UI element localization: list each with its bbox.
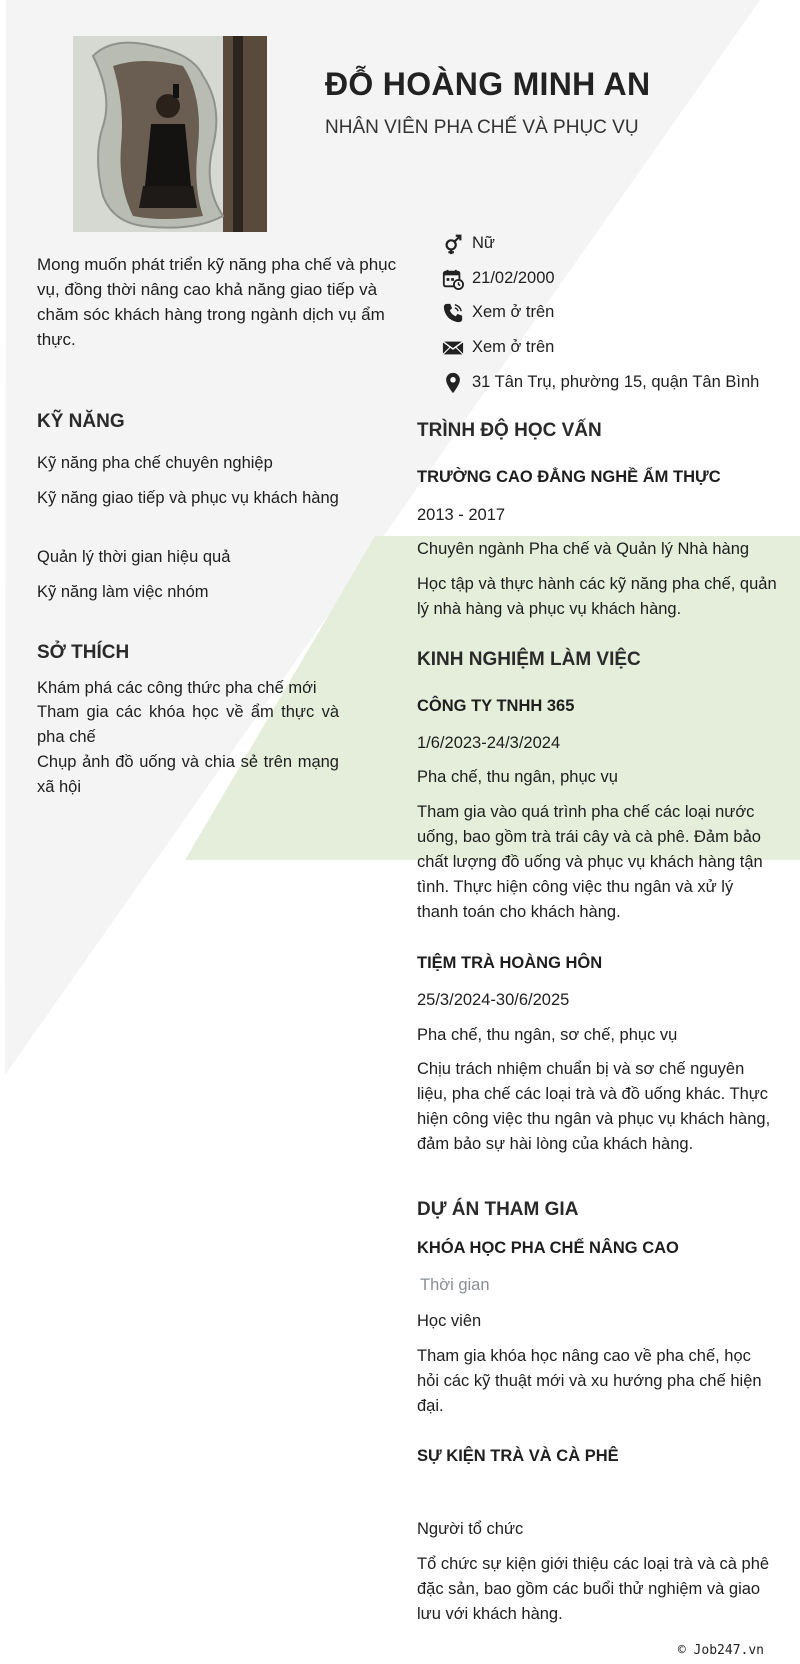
project-role: Người tổ chức [417,1520,524,1538]
skill-item: Kỹ năng làm việc nhóm [37,583,209,601]
project-description: Tổ chức sự kiện giới thiệu các loại trà và cà phê đặc sản, bao gồm các buổi thử nghiệm và giao lưu với khách hàng. [417,1555,770,1623]
contact-birthdate [472,266,762,290]
skill-item: Kỹ năng pha chế chuyên nghiệp [37,454,273,472]
candidate-name: ĐỖ HOÀNG MINH AN [325,66,651,102]
calendar-icon [442,268,464,290]
skills-heading: KỸ NĂNG [37,411,125,432]
job-period: 25/3/2024-30/6/2025 [417,991,570,1009]
project-role: Học viên [417,1312,482,1330]
job-role: Pha chế, thu ngân, phục vụ [417,768,618,786]
job-title: NHÂN VIÊN PHA CHẾ VÀ PHỤC VỤ [325,117,639,138]
email-value: Xem ở trên [472,338,555,356]
gender-value: Nữ [472,234,495,252]
experience-heading: KINH NGHIỆM LÀM VIỆC [417,649,641,670]
phone-value: Xem ở trên [472,303,555,321]
hobby-item: Khám phá các công thức pha chế mới [37,679,317,697]
job-description: Chịu trách nhiệm chuẩn bị và sơ chế nguyên liệu, pha chế các loại trà và đồ uống khác. Thực hiện công việc thu ngân và phục vụ khách hàng, đảm bảo sự hài lòng của khách hàng. [417,1060,771,1153]
contact-email [472,335,762,359]
education-description: Học tập và thực hành các kỹ năng pha chế, quản lý nhà hàng và phục vụ khách hàng. [417,575,777,618]
project-name: SỰ KIỆN TRÀ VÀ CÀ PHÊ [417,1447,619,1465]
hobby-item: Chụp ảnh đồ uống và chia sẻ trên mạng xã hội [37,753,339,796]
contact-gender [472,231,762,255]
company-name: TIỆM TRÀ HOÀNG HÔN [417,954,603,972]
project-description: Tham gia khóa học nâng cao về pha chế, học hỏi các kỹ thuật mới và xu hướng pha chế hiện đại. [417,1347,762,1415]
project-time: Thời gian [420,1276,490,1294]
contact-address [472,370,762,394]
projects-heading: DỰ ÁN THAM GIA [417,1199,579,1220]
school-name: TRƯỜNG CAO ĐẲNG NGHỀ ẨM THỰC [417,468,721,486]
skill-item: Quản lý thời gian hiệu quả [37,548,231,566]
contact-phone [472,300,762,324]
education-period: 2013 - 2017 [417,506,506,524]
job-description: Tham gia vào quá trình pha chế các loại nước uống, bao gồm trà trái cây và cà phê. Đảm bảo chất lượng đồ uống và phục vụ khách hàng tận tình. Thực hiện công việc thu ngân và xử lý thanh toán cho khách hàng. [417,803,763,921]
location-pin-icon [442,372,464,394]
gender-icon [442,233,464,255]
mail-icon [442,337,464,359]
skill-item: Kỹ năng giao tiếp và phục vụ khách hàng [37,489,339,507]
hobbies-heading: SỞ THÍCH [37,642,130,663]
job-role: Pha chế, thu ngân, sơ chế, phục vụ [417,1026,678,1044]
company-name: CÔNG TY TNHH 365 [417,697,575,715]
education-major: Chuyên ngành Pha chế và Quản lý Nhà hàng [417,540,750,558]
education-heading: TRÌNH ĐỘ HỌC VẤN [417,420,602,441]
footer-credit: © Job247.vn [677,1643,764,1658]
career-objective: Mong muốn phát triển kỹ năng pha chế và phục vụ, đồng thời nâng cao khả năng giao tiếp và chăm sóc khách hàng trong ngành dịch vụ ẩm thực. [37,255,397,349]
project-name: KHÓA HỌC PHA CHẾ NÂNG CAO [417,1239,679,1257]
hobby-item: Tham gia các khóa học về ẩm thực và pha chế [37,703,339,746]
address-value: 31 Tân Trụ, phường 15, quận Tân Bình [472,373,760,391]
job-period: 1/6/2023-24/3/2024 [417,734,561,752]
profile-photo [73,36,267,232]
birthdate-value: 21/02/2000 [472,269,555,287]
phone-icon [442,302,464,324]
